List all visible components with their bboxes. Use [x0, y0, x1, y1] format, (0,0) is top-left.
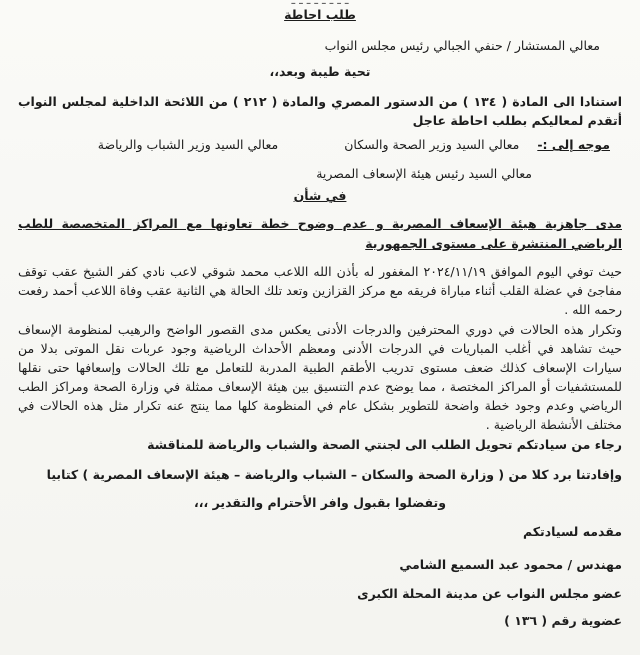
closing-line: وتفضلوا بقبول وافر الأحترام والتقدير ،،، — [194, 495, 446, 510]
addressee: معالي المستشار / حنفي الجبالي رئيس مجلس النواب — [324, 38, 600, 53]
subject-label: في شأن — [293, 188, 347, 203]
body-paragraph-1: حيث توفي اليوم الموافق ٢٠٢٤/١١/١٩ المغفور له بأذن الله اللاعب محمد شوقي لاعب نادي كفر الشيخ عقب توقف مفاجئ في عضلة القلب أثناء مباراة فريقه مع مركز القزازين وتعد تلك الحالة هي الثانية عقب وفاة اللاعب أحمد رفعت رحمه الله . — [18, 264, 622, 317]
document-heading: طلب احاطة — [284, 7, 356, 22]
directed-label: موجه إلى :- — [537, 137, 610, 152]
directed-item-2: معالي السيد وزير الشباب والرياضة — [97, 137, 279, 152]
request-line-2: وإفادتنا برد كلا من ( وزارة الصحة والسكان – الشباب والرياضة – هيئة الإسعاف المصرية ) كتابيا — [46, 467, 622, 482]
membership-number: عضوية رقم ( ١٣٦ ) — [504, 613, 622, 628]
intro-paragraph: استنادا الى المادة ( ١٣٤ ) من الدستور المصري والمادة ( ٢١٢ ) من اللائحة الداخلية لمجلس النواب أتقدم لمعاليكم بطلب احاطة عاجل — [18, 94, 622, 128]
signer-name: مهندس / محمود عبد السميع الشامي — [399, 557, 622, 572]
signer-title: عضو مجلس النواب عن مدينة المحلة الكبرى — [357, 586, 622, 601]
greeting: تحية طيبة وبعد،، — [269, 64, 371, 79]
request-line-1: رجاء من سيادتكم تحويل الطلب الى لجنتي الصحة والشباب والرياضة للمناقشة — [147, 437, 622, 452]
directed-item-1: معالي السيد وزير الصحة والسكان — [344, 137, 520, 152]
subject-text: مدى جاهزية هيئة الإسعاف المصرية و عدم وضوح خطة تعاونها مع المراكز المتخصصة للطب الرياضي المنتشرة على مستوى الجمهورية — [18, 216, 622, 251]
body-paragraph-2: وتكرار هذه الحالات في دوري المحترفين والدرجات الأدنى يعكس مدى القصور الواضح والرهيب لمنظومة الإسعاف حيث تشاهد في أغلب المباريات في الدرجات الأدنى ومعظم الأحداث الرياضية وجود عربات نقل الموتى بدلا من سيارات الإسعاف كذلك ضعف مستوى تدريب الأطقم الطبية المدربة للتعامل مع تلك الحالات وإسعافها حتى نقلها للمستشفيات أو المراكز المختصة ، مما يوضح عدم التنسيق بين هيئة الإسعاف ممثلة في وزارة الصحة ومراكز الطب الرياضي وعدم وجود خطة واضحة للتطوير بشكل عام في المنظومة كلها مما ينتج عنه تكرار مثل هذه الحالات في مختلف الأنشطة الرياضية . — [18, 322, 622, 432]
submitted-by: مقدمه لسيادتكم — [522, 524, 622, 539]
directed-item-3: معالي السيد رئيس هيئة الإسعاف المصرية — [316, 166, 532, 181]
directed-row-1 — [18, 136, 610, 153]
